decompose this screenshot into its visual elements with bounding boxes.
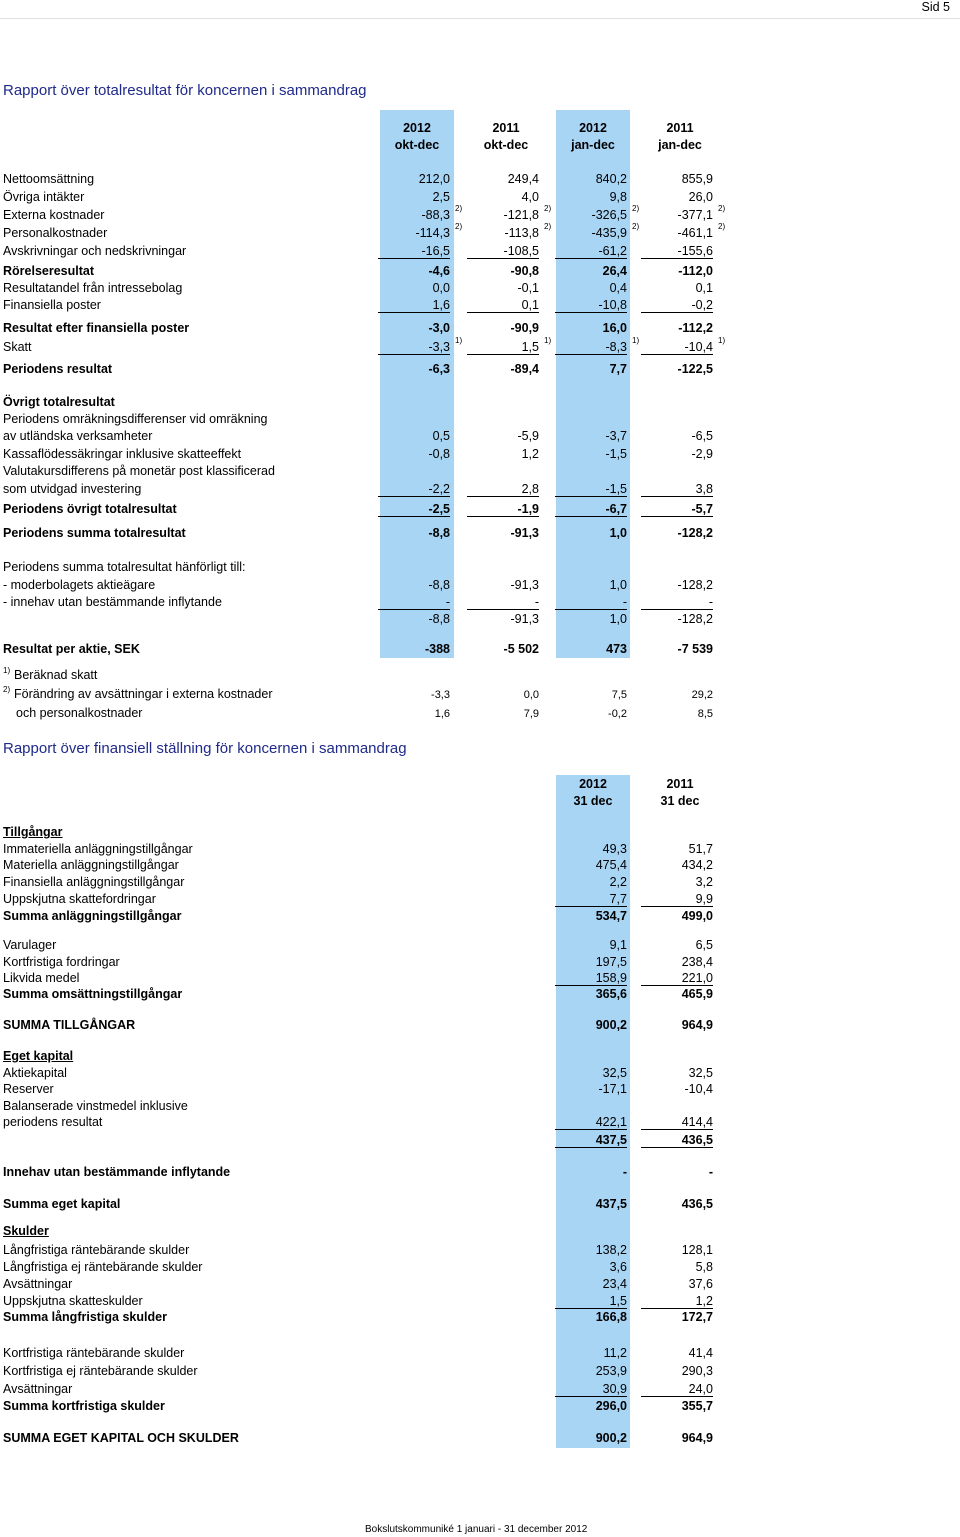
row-value: -90,9 — [510, 321, 539, 335]
footnote-marker: 2) — [455, 222, 463, 231]
row-value: 436,5 — [681, 1197, 713, 1211]
row-value: -326,5 — [591, 208, 627, 222]
row-value: 840,2 — [595, 172, 627, 186]
row-value: 499,0 — [681, 909, 713, 923]
row-value: 0,0 — [432, 281, 450, 295]
row-value: 172,7 — [681, 1310, 713, 1324]
footnote-row — [0, 706, 960, 723]
row-value: -10,4 — [641, 340, 713, 355]
footnote-row — [0, 687, 960, 704]
row-value: 2,8 — [467, 482, 539, 497]
table-row — [0, 412, 960, 429]
row-label: Långfristiga räntebärande skulder — [3, 1243, 190, 1257]
row-label: Summa eget kapital — [3, 1197, 121, 1211]
row-label: Eget kapital — [3, 1049, 74, 1063]
row-label: Summa kortfristiga skulder — [3, 1399, 165, 1413]
row-value: 434,2 — [681, 858, 713, 872]
row-value: 11,2 — [603, 1346, 627, 1360]
balance-title: Rapport över finansiell ställning för koncernen i sammandrag — [3, 740, 407, 757]
row-value: -16,5 — [378, 244, 450, 259]
row-label: Avsättningar — [3, 1277, 73, 1291]
table-row — [0, 842, 960, 859]
income-col-period: jan-dec — [571, 138, 615, 152]
table-row — [0, 281, 960, 298]
row-label: Immateriella anläggningstillgångar — [3, 842, 193, 856]
row-value: -461,1 — [677, 226, 713, 240]
row-value: 7,7 — [555, 892, 627, 907]
row-value: 2,5 — [432, 190, 450, 204]
row-value: 238,4 — [681, 955, 713, 969]
table-row — [0, 909, 960, 926]
row-value: -8,3 — [555, 340, 627, 355]
table-row — [0, 264, 960, 281]
row-label: Avsättningar — [3, 1382, 73, 1396]
row-value: 855,9 — [681, 172, 713, 186]
row-label: Periodens summa totalresultat — [3, 526, 186, 540]
row-value: 26,4 — [602, 264, 627, 278]
table-row — [0, 502, 960, 519]
footnote-value: -3,3 — [431, 689, 450, 701]
footnote-marker: 2) — [544, 204, 552, 213]
table-row — [0, 1243, 960, 1260]
row-value: -435,9 — [591, 226, 627, 240]
row-label: Resultat per aktie, SEK — [3, 642, 140, 656]
row-label: Summa anläggningstillgångar — [3, 909, 182, 923]
footnote-value: 0,0 — [523, 689, 539, 701]
row-value: 3,2 — [695, 875, 713, 889]
income-col-year: 2011 — [666, 121, 694, 135]
row-label: SUMMA EGET KAPITAL OCH SKULDER — [3, 1431, 239, 1445]
row-label: Valutakursdifferens på monetär post klassificerad — [3, 464, 275, 478]
row-label: Materiella anläggningstillgångar — [3, 858, 179, 872]
row-value: 37,6 — [688, 1277, 713, 1291]
row-value: - — [622, 1165, 627, 1179]
table-row — [0, 971, 960, 988]
footnote-text: Förändring av avsättningar i externa kostnader — [14, 687, 273, 701]
row-value: -2,9 — [691, 447, 713, 461]
table-row — [0, 1294, 960, 1311]
row-label: Likvida medel — [3, 971, 80, 985]
row-value: -155,6 — [641, 244, 713, 259]
table-row — [0, 642, 960, 659]
row-value: -8,8 — [428, 526, 450, 540]
page-label: Sid 5 — [921, 0, 950, 14]
row-value: 221,0 — [641, 971, 713, 986]
row-value: -5,7 — [641, 502, 713, 517]
row-value: -122,5 — [677, 362, 713, 376]
row-value: -0,1 — [517, 281, 539, 295]
income-col-period: jan-dec — [658, 138, 702, 152]
row-value: 534,7 — [595, 909, 627, 923]
table-row — [0, 1399, 960, 1416]
row-value: -377,1 — [677, 208, 713, 222]
row-value: -6,5 — [691, 429, 713, 443]
row-label: Övrigt totalresultat — [3, 395, 115, 409]
row-label: Skatt — [3, 340, 32, 354]
row-label: Balanserade vinstmedel inklusive — [3, 1099, 188, 1113]
row-value: 9,1 — [609, 938, 627, 952]
row-label: Reserver — [3, 1082, 54, 1096]
table-row — [0, 875, 960, 892]
row-value: 197,5 — [595, 955, 627, 969]
table-row — [0, 1224, 960, 1241]
row-label: Innehav utan bestämmande inflytande — [3, 1165, 231, 1179]
row-label: Kortfristiga räntebärande skulder — [3, 1346, 185, 1360]
balance-col-date: 31 dec — [660, 794, 700, 808]
row-value: 0,4 — [609, 281, 627, 295]
footnote-marker: 1) — [455, 336, 463, 345]
row-value: 1,0 — [609, 612, 627, 626]
table-row — [0, 464, 960, 481]
row-value: -5,9 — [517, 429, 539, 443]
row-label: Varulager — [3, 938, 57, 952]
row-value: -128,2 — [677, 612, 713, 626]
row-value: 9,9 — [641, 892, 713, 907]
row-value: 32,5 — [688, 1066, 713, 1080]
row-value: 3,8 — [641, 482, 713, 497]
row-value: -3,3 — [378, 340, 450, 355]
row-label: Uppskjutna skattefordringar — [3, 892, 156, 906]
income-col-year: 2012 — [579, 121, 607, 135]
row-value: - — [467, 595, 539, 610]
table-row — [0, 1260, 960, 1277]
table-row — [0, 244, 960, 261]
row-label: Periodens övrigt totalresultat — [3, 502, 177, 516]
table-row — [0, 825, 960, 842]
table-row — [0, 321, 960, 338]
row-value: 290,3 — [681, 1364, 713, 1378]
table-row — [0, 1066, 960, 1083]
row-value: 900,2 — [595, 1431, 627, 1445]
table-row — [0, 1431, 960, 1448]
row-value: -17,1 — [598, 1082, 627, 1096]
row-value: 128,1 — [681, 1243, 713, 1257]
row-value: 32,5 — [602, 1066, 627, 1080]
row-value: 253,9 — [595, 1364, 627, 1378]
table-row — [0, 1346, 960, 1363]
table-row — [0, 1018, 960, 1035]
footnote-text: Beräknad skatt — [14, 668, 98, 682]
footnote-marker: 1) — [632, 336, 640, 345]
row-label: Personalkostnader — [3, 226, 108, 240]
row-value: -61,2 — [555, 244, 627, 259]
row-label: Rörelseresultat — [3, 264, 95, 278]
row-value: 414,4 — [641, 1115, 713, 1130]
row-value: 964,9 — [681, 1431, 713, 1445]
row-value: 437,5 — [555, 1133, 627, 1148]
footnote-value: 1,6 — [434, 708, 450, 720]
row-value: -88,3 — [421, 208, 450, 222]
row-value: -91,3 — [510, 526, 539, 540]
row-value: 7,7 — [609, 362, 627, 376]
row-value: -112,0 — [678, 264, 713, 278]
row-value: -0,2 — [641, 298, 713, 313]
row-label: Skulder — [3, 1224, 49, 1238]
row-value: 475,4 — [595, 858, 627, 872]
footnote-row — [0, 668, 960, 685]
row-value: -388 — [424, 642, 450, 656]
row-value: -90,8 — [510, 264, 539, 278]
row-value: -2,2 — [378, 482, 450, 497]
row-label: Kassaflödessäkringar inklusive skatteeffekt — [3, 447, 242, 461]
table-row — [0, 987, 960, 1004]
table-row — [0, 1115, 960, 1132]
row-value: -7 539 — [677, 642, 713, 656]
footer: Bokslutskommuniké 1 januari - 31 december 2012 — [365, 1524, 588, 1535]
balance-col-year: 2012 — [579, 777, 607, 791]
row-value: -113,8 — [504, 226, 539, 240]
row-value: -1,5 — [555, 482, 627, 497]
table-row — [0, 1165, 960, 1182]
row-value: -1,5 — [605, 447, 627, 461]
row-label: som utvidgad investering — [3, 482, 142, 496]
row-value: 1,6 — [378, 298, 450, 313]
row-value: -3,7 — [605, 429, 627, 443]
row-value: -10,4 — [684, 1082, 713, 1096]
footnote-marker: 1) — [718, 336, 726, 345]
row-value: 6,5 — [695, 938, 713, 952]
row-value: 158,9 — [555, 971, 627, 986]
row-label: Finansiella poster — [3, 298, 101, 312]
page-label-rule — [0, 18, 960, 19]
row-label: Aktiekapital — [3, 1066, 67, 1080]
row-label: Periodens resultat — [3, 362, 113, 376]
footnote-marker: 2) — [632, 204, 640, 213]
balance-col-date: 31 dec — [573, 794, 613, 808]
row-label: Kortfristiga ej räntebärande skulder — [3, 1364, 198, 1378]
table-row — [0, 298, 960, 315]
row-value: -114,3 — [415, 226, 450, 240]
row-value: 900,2 — [595, 1018, 627, 1032]
table-row — [0, 222, 960, 243]
table-row — [0, 1364, 960, 1381]
row-value: 138,2 — [595, 1243, 627, 1257]
row-value: 30,9 — [555, 1382, 627, 1397]
row-value: 0,1 — [467, 298, 539, 313]
footnote-value: 8,5 — [697, 708, 713, 720]
row-label: - innehav utan bestämmande inflytande — [3, 595, 222, 609]
table-row — [0, 1133, 960, 1150]
row-label: Resultat efter finansiella poster — [3, 321, 190, 335]
table-row — [0, 204, 960, 225]
row-value: 1,0 — [609, 578, 627, 592]
footnote-value: 29,2 — [691, 689, 713, 701]
row-value: 1,2 — [641, 1294, 713, 1309]
footnote-marker: 2) — [632, 222, 640, 231]
row-value: 16,0 — [602, 321, 627, 335]
income-col-year: 2011 — [492, 121, 520, 135]
table-row — [0, 612, 960, 629]
income-col-year: 2012 — [403, 121, 431, 135]
table-row — [0, 482, 960, 499]
footnote-marker: 2) — [455, 204, 463, 213]
row-label: Avskrivningar och nedskrivningar — [3, 244, 187, 258]
footnote-marker: 2) — [718, 204, 726, 213]
row-value: 41,4 — [688, 1346, 713, 1360]
row-value: 365,6 — [595, 987, 627, 1001]
table-row — [0, 560, 960, 577]
row-value: -128,2 — [677, 526, 713, 540]
table-row — [0, 595, 960, 612]
row-value: 51,7 — [688, 842, 713, 856]
row-value: 23,4 — [602, 1277, 627, 1291]
row-value: -2,5 — [378, 502, 450, 517]
row-value: -1,9 — [467, 502, 539, 517]
table-row — [0, 1310, 960, 1327]
row-value: 9,8 — [609, 190, 627, 204]
row-value: 2,2 — [609, 875, 627, 889]
table-row — [0, 172, 960, 189]
row-value: 1,5 — [555, 1294, 627, 1309]
table-row — [0, 526, 960, 543]
row-value: -5 502 — [503, 642, 539, 656]
table-row — [0, 336, 960, 357]
footnote-value: 7,5 — [611, 689, 627, 701]
row-value: 465,9 — [681, 987, 713, 1001]
row-label: Kortfristiga fordringar — [3, 955, 120, 969]
row-value: 3,6 — [609, 1260, 627, 1274]
row-value: -0,8 — [428, 447, 450, 461]
row-value: -6,7 — [555, 502, 627, 517]
table-row — [0, 1049, 960, 1066]
row-value: 1,2 — [521, 447, 539, 461]
row-value: 964,9 — [681, 1018, 713, 1032]
row-label: Finansiella anläggningstillgångar — [3, 875, 185, 889]
row-label: Summa långfristiga skulder — [3, 1310, 167, 1324]
row-value: - — [708, 1165, 713, 1179]
row-label: Övriga intäkter — [3, 190, 85, 204]
row-value: -91,3 — [510, 578, 539, 592]
row-value: -112,2 — [678, 321, 713, 335]
row-value: 5,8 — [695, 1260, 713, 1274]
table-row — [0, 395, 960, 412]
row-value: -8,8 — [428, 612, 450, 626]
footnote-marker: 2) — [544, 222, 552, 231]
table-row — [0, 429, 960, 446]
row-label: Resultatandel från intressebolag — [3, 281, 183, 295]
footnote-marker: 1) — [3, 666, 11, 675]
row-value: -89,4 — [510, 362, 539, 376]
table-row — [0, 447, 960, 464]
row-value: 422,1 — [555, 1115, 627, 1130]
footnote-marker: 1) — [544, 336, 552, 345]
income-col-period: okt-dec — [394, 138, 440, 152]
row-value: 4,0 — [521, 190, 539, 204]
row-value: -8,8 — [428, 578, 450, 592]
footnote-marker: 2) — [3, 685, 11, 694]
row-value: 1,5 — [467, 340, 539, 355]
row-value: 26,0 — [688, 190, 713, 204]
table-row — [0, 190, 960, 207]
row-value: -121,8 — [503, 208, 539, 222]
table-row — [0, 938, 960, 955]
row-value: -3,0 — [428, 321, 450, 335]
row-value: -10,8 — [555, 298, 627, 313]
row-value: 0,5 — [432, 429, 450, 443]
row-label: Periodens omräkningsdifferenser vid omräkning — [3, 412, 268, 426]
row-value: -128,2 — [677, 578, 713, 592]
row-label: av utländska verksamheter — [3, 429, 153, 443]
row-value: -91,3 — [510, 612, 539, 626]
row-value: 437,5 — [595, 1197, 627, 1211]
table-row — [0, 955, 960, 972]
table-row — [0, 892, 960, 909]
row-value: -4,6 — [428, 264, 450, 278]
row-label: Periodens summa totalresultat hänförligt till: — [3, 560, 246, 574]
row-value: 355,7 — [681, 1399, 713, 1413]
footnote-value: -0,2 — [608, 708, 627, 720]
row-label: Externa kostnader — [3, 208, 105, 222]
table-row — [0, 578, 960, 595]
balance-col-year: 2011 — [666, 777, 694, 791]
row-value: -6,3 — [428, 362, 450, 376]
row-label: Summa omsättningstillgångar — [3, 987, 183, 1001]
row-value: 473 — [606, 642, 627, 656]
table-row — [0, 1197, 960, 1214]
row-value: 1,0 — [609, 526, 627, 540]
table-row — [0, 1277, 960, 1294]
table-row — [0, 362, 960, 379]
footnote-text: och personalkostnader — [16, 706, 143, 720]
footnote-marker: 2) — [718, 222, 726, 231]
row-value: 436,5 — [641, 1133, 713, 1148]
row-label: Uppskjutna skatteskulder — [3, 1294, 143, 1308]
table-row — [0, 1382, 960, 1399]
row-value: 296,0 — [595, 1399, 627, 1413]
row-value: - — [555, 595, 627, 610]
row-label: Tillgångar — [3, 825, 63, 839]
row-value: 24,0 — [641, 1382, 713, 1397]
row-value: 49,3 — [602, 842, 627, 856]
row-label: - moderbolagets aktieägare — [3, 578, 156, 592]
row-value: 166,8 — [595, 1310, 627, 1324]
income-title: Rapport över totalresultat för koncernen i sammandrag — [3, 82, 367, 99]
row-value: 249,4 — [507, 172, 539, 186]
table-row — [0, 1099, 960, 1116]
table-row — [0, 1082, 960, 1099]
row-value: 0,1 — [695, 281, 713, 295]
row-value: - — [641, 595, 713, 610]
table-row — [0, 858, 960, 875]
row-value: -108,5 — [467, 244, 539, 259]
row-value: - — [378, 595, 450, 610]
row-label: Nettoomsättning — [3, 172, 95, 186]
footnote-value: 7,9 — [523, 708, 539, 720]
row-value: 212,0 — [418, 172, 450, 186]
row-label: Långfristiga ej räntebärande skulder — [3, 1260, 203, 1274]
income-col-period: okt-dec — [483, 138, 529, 152]
row-label: periodens resultat — [3, 1115, 103, 1129]
row-label: SUMMA TILLGÅNGAR — [3, 1018, 136, 1032]
